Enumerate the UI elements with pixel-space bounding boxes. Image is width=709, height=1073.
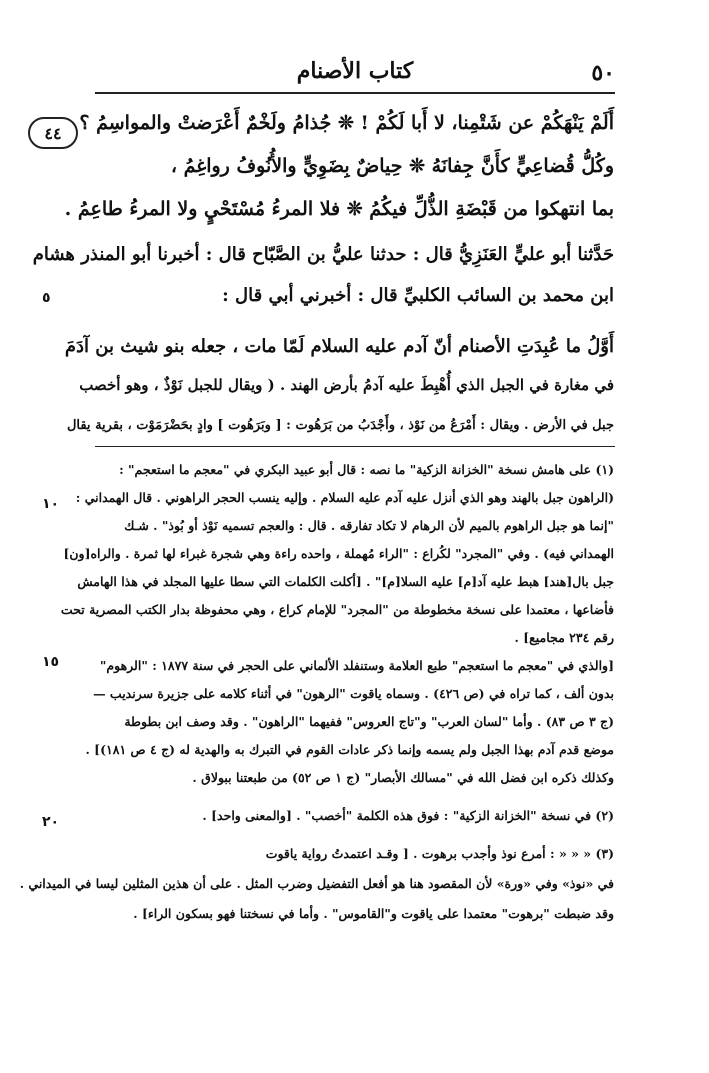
margin-line-number: ٥: [42, 290, 51, 306]
book-title: كتاب الأصنام: [296, 58, 414, 84]
footnote-line: فأضاعها ، معتمدا على نسخة مخطوطة من "المجرد" للإمام كراع ، وهي محفوظة بدار الكتب المصرية تحت: [60, 602, 614, 617]
poem-verse: أَلَمْ يَنْهَكُمْ عن شَتْمِنا، لا أَبا لَكُمْ ! ❊ جُذامُ ولَخْمٌ أَعْرَضتْ والمواسِمُ ؟: [79, 112, 614, 134]
body-line: في مغارة في الجبل الذي أُهْبِطَ عليه آدمُ بأرض الهند . ( ويقال للجبل نَوْذٌ ، وهو أخصب: [79, 376, 614, 394]
body-line: ابن محمد بن السائب الكلبيِّ قال : أخبرني أبي قال :: [222, 285, 614, 306]
footnote-line: وكذلك ذكره ابن فضل الله في "مسالك الأبصار" (ج ١ ص ٥٢) من طبعتنا ببولاق .: [192, 770, 614, 785]
margin-line-number: ١٥: [42, 654, 60, 670]
footnote-line: (٣) « « « : أمرع نوذ وأجدب برهوت . [ وقـد اعتمدتُ رواية ياقوت: [265, 846, 614, 861]
medallion-number: ٤٤: [44, 123, 62, 143]
footnote-rule: [95, 446, 615, 447]
footnote-line: (الراهون جبل بالهند وهو الذي أنزل عليه آدم عليه السلام . وإليه ينسب الحجر الراهوني . قال الهمداني :: [75, 490, 614, 505]
footnote-line: موضع قدم آدم بهذا الجبل ولم يسمه وإنما ذكر عادات القوم في التبرك به والهدية له (ج ٤ ص ١٨١)] .: [85, 742, 614, 757]
section-medallion: [28, 117, 78, 149]
footnote-line: [والذي في "معجم ما استعجم" طبع العلامة وستنفلد الألماني على الحجر في سنة ١٨٧٧ : "الرهوم": [99, 658, 614, 673]
margin-line-number: ١٠: [42, 496, 60, 512]
poem-verse: بما انتهكوا من قَبْضَةِ الذُّلِّ فيكُمُ ❊ فلا المرءُ مُسْتَحْيٍ ولا المرءُ طاعِمُ .: [64, 198, 614, 220]
page-header: [95, 56, 615, 90]
body-line: أَوَّلُ ما عُبِدَتِ الأصنام أنّ آدم عليه السلام لَمّا مات ، جعله بنو شيث بن آدَمَ: [64, 336, 614, 357]
margin-line-number: ٢٠: [42, 814, 60, 830]
footnote-line: جبل بال[هند] هبط عليه آد[م] عليه السلا[م]" . [أكلت الكلمات التي سطا عليها المجلد في هذا الهامش: [77, 574, 614, 589]
footnote-line: وقد ضبطت "برهوت" معتمدا على ياقوت و"القاموس" . وأما في نسختنا فهو بسكون الراء] .: [133, 906, 614, 921]
header-rule: [95, 92, 615, 94]
footnote-line: في «نوذ» وفي «ورة» لأن المقصود هنا هو أفعل التفضيل وضرب المثل . على أن هذين المثلين ليسا في الميداني .: [19, 876, 614, 891]
body-line: جبل في الأرض . ويقال : أَمْرَعُ من نَوْذ ، وأَجْدَبُ من بَرَهُوت : [ وبَرَهُوت ] وادٍ بحَضْرَمَوْت ، بقرية يقال: [66, 418, 614, 433]
footnote-line: (ج ٣ ص ٨٣) . وأما "لسان العرب" و"تاج العروس" ففيهما "الراهون" . وقد وصف ابن بطوطة: [124, 714, 614, 729]
footnote-line: "إنما هو جبل الراهوم بالميم لأن الرهام لا تكاد تفارقه . قال : والعجم تسميه نَوْذ أو بُوذ" . شـك: [124, 518, 614, 533]
footnote-line: بدون ألف ، كما تراه في (ص ٤٢٦) . وسماه ياقوت "الرهون" في أثناء كلامه على جزيرة سرنديب —: [93, 686, 614, 701]
footnote-line: (١) على هامش نسخة "الخزانة الزكية" ما نصه : قال أبو عبيد البكري في "معجم ما استعجم" :: [119, 462, 614, 477]
footnote-line: (٢) في نسخة "الخزانة الزكية" : فوق هذه الكلمة "أخصب" . [والمعنى واحد] .: [202, 808, 614, 823]
poem-verse: وكُلُّ قُضاعِيٍّ كأَنَّ جِفانَهُ ❊ حِياضٌ بِضَوِيٍّ والأُنُوفُ رواغِمُ ،: [170, 155, 614, 177]
page-number: ٥٠: [591, 60, 615, 86]
footnote-line: الهمداني فيه) . وفي "المجرد" لكُراع : "الراء مُهملة ، واحده راءة وهي شجرة غبراء لها ثمرة . والراه[ون]: [63, 546, 614, 561]
footnote-line: رقم ٢٣٤ مجاميع] .: [514, 630, 614, 645]
body-line: حَدَّثنا أبو عليٍّ العَنَزِيُّ قال : حدثنا عليُّ بن الصَّبّاح قال : أخبرنا أبو المنذر هشام: [32, 244, 614, 265]
